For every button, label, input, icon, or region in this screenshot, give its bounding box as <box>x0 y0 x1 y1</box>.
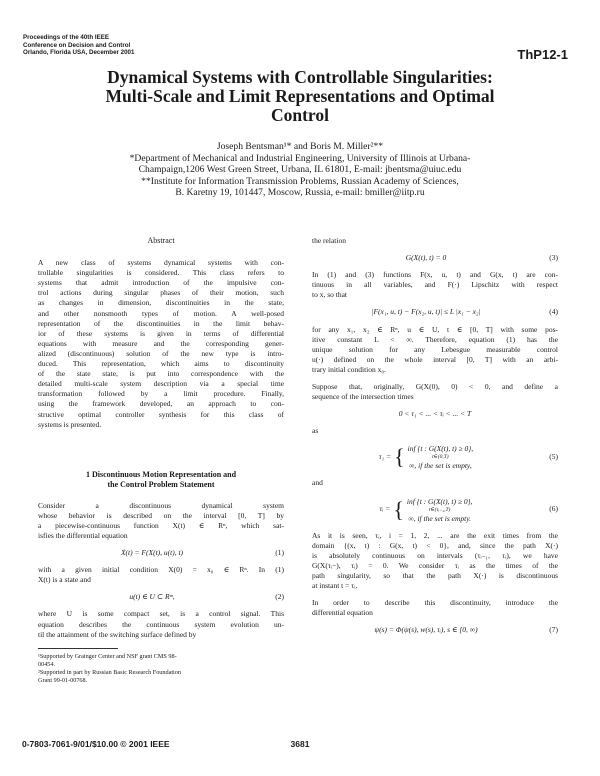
text-line: A new class of systems dynamical systems with con- <box>38 258 284 268</box>
affiliation-line: B. Karetny 19, 101447, Moscow, Russia, e-mail: bmiller@iitp.ru <box>175 187 425 198</box>
text-line: detailed multi-scale system description via a special time <box>38 379 284 389</box>
equation-1 <box>38 548 284 558</box>
proceedings-line: Proceedings of the 40th IEEE <box>23 34 109 41</box>
text-line: In order to describe this discontinuity, introduce the <box>312 598 558 608</box>
text-line: representation of the discontinuities in the limit behav- <box>38 318 284 328</box>
equation-expr: G(X(t), t) = 0 <box>405 253 447 263</box>
text-line: structive optimal controller synthesis for this class of <box>38 409 284 419</box>
text-line: trary initial condition x₀. <box>312 364 386 374</box>
text-line: systems is presented. <box>38 419 102 429</box>
session-code: ThP12-1 <box>517 47 568 62</box>
equation-number: (2) <box>275 592 284 602</box>
equation-3 <box>312 253 558 263</box>
text-line: domain {(x, t) : G(x, t) < 0}, and, since the path X(·) <box>312 540 558 550</box>
text-line: u(·) defined on the whole interval [0, T] with an arbi- <box>312 354 558 364</box>
text-line: as <box>312 426 319 436</box>
left-column <box>38 236 284 685</box>
text-line: equation describes the continuous system evolution un- <box>38 619 284 629</box>
paper-title <box>40 68 560 125</box>
heading-line: 1 Discontinuous Motion Representation and <box>85 469 237 479</box>
author-names: Joseph Bentsman¹* and Boris M. Miller²** <box>216 141 384 152</box>
text-line: equations with measure and the corresponding gener- <box>38 338 284 348</box>
text-line: itive constant L < ∞. Therefore, equation (1) has the <box>312 334 558 344</box>
case-row: ∞, if the set is empty. <box>408 513 471 523</box>
text-line: X(t) is a state and <box>38 575 91 585</box>
text-line: As it is seen, τᵢ, i = 1, 2, ... are the exit times from the <box>312 530 558 540</box>
text-line: Consider a discontinuous dynamical system <box>38 500 284 510</box>
right-para-3 <box>312 325 558 375</box>
text-line: a piecewise-continuous function X(t) ∈ Rⁿ, which sat- <box>38 520 284 530</box>
text-line: using the framework developed, an approach to con- <box>38 399 284 409</box>
proceedings-header <box>23 34 283 57</box>
text-line: G(X(τᵢ−), τᵢ) = 0. We consider τᵢ as the times of the <box>312 560 558 570</box>
text-line: duced. This representation, which aims to discontinuity <box>38 359 284 369</box>
proceedings-line: Orlando, Florida USA, December 2001 <box>23 49 135 57</box>
equation-number: (3) <box>549 253 558 263</box>
footnotes <box>38 653 284 685</box>
text-line: as changes in dimension, discontinuities in the state, <box>38 298 284 308</box>
case-row: ∞, if the set is empty, <box>409 461 472 471</box>
abstract-heading: Abstract <box>147 236 175 245</box>
footnote-line: ¹Supported by Grainger Center and NSF grant CMS 98- <box>38 652 177 660</box>
text-line: is absolutely continuous on intervals (τᵢ₋₁, τᵢ), we have <box>312 550 558 560</box>
equation-number: (7) <box>549 625 558 635</box>
equation-number: (4) <box>549 307 558 317</box>
text-line: path singularity, so that the path X(·) is discontinuous <box>312 570 558 580</box>
footnote-rule <box>38 648 118 649</box>
isbn-footer: 0-7803-7061-9/01/$10.00 © 2001 IEEE <box>22 739 170 749</box>
text-line: Suppose that, originally, G(X(0), 0) < 0, and define a <box>312 382 558 392</box>
equation-number: (6) <box>549 504 558 514</box>
text-line: trollable singularities is considered. This class refers to <box>38 268 284 278</box>
abstract-text <box>38 258 284 430</box>
affiliation-line: Champaign,1206 West Green Street, Urbana, IL 61801, E-mail: jbentsma@uiuc.edu <box>138 164 462 175</box>
right-para-8 <box>312 598 558 618</box>
text-line: the relation <box>312 236 346 245</box>
equation-number: (1) <box>275 548 284 558</box>
text-line: til the attainment of the switching surface defined by <box>38 629 197 639</box>
equation-number: (5) <box>549 452 558 462</box>
author-block <box>20 141 580 199</box>
right-para-6 <box>312 478 558 488</box>
right-para-7 <box>312 531 558 592</box>
text-line: alized (discontinuous) solution of the new type is intro- <box>38 348 284 358</box>
equation-expr: u(t) ∈ U ⊂ Rᵐ, <box>129 592 175 602</box>
equation-6: τ₁ = { inf {t : G(X(t), t) ≥ 0}, t∈(0,T) ∞, if the set is empty, (5) <box>378 444 558 471</box>
equation-8 <box>312 625 558 635</box>
equation-4 <box>312 307 558 317</box>
text-line: sequence of the intersection times <box>312 392 414 402</box>
text-line: ior of these systems is given in terms of differential <box>38 328 284 338</box>
footnote-line: Grant 99-01-00768. <box>38 676 88 684</box>
text-line: and other nonsmooth types of motion. A well-posed <box>38 308 284 318</box>
text-line: of the state state, is put into correspondence with the <box>38 369 284 379</box>
proceedings-line: Conference on Decision and Control <box>23 41 131 49</box>
equation-lhs: τ₁ = <box>378 452 392 462</box>
right-para-1 <box>312 236 558 246</box>
text-line: trol actions during singular phases of their motion, such <box>38 288 284 298</box>
footnote-line: ²Supported in part by Russian Basic Research Foundation <box>38 668 181 676</box>
text-line: where U is some compact set, is a control signal. This <box>38 609 284 619</box>
equation-expr: ψ(s) = Φ(ψ(s), w(s), τᵢ), s ∈ [0, ∞) <box>374 625 478 635</box>
text-line: unique solution for any Lebesgue measurable control <box>312 344 558 354</box>
right-para-5 <box>312 426 558 436</box>
text-line: at instant t = τᵢ. <box>312 580 358 590</box>
equation-5 <box>312 409 558 419</box>
text-line: transformation followed by a limit procedure. Finally, <box>38 389 284 399</box>
section-1-para-3 <box>38 609 284 639</box>
right-para-2 <box>312 270 558 300</box>
section-1-heading <box>38 470 284 491</box>
text-line: and <box>312 478 323 488</box>
case-row: inf {t : G(X(t), t) ≥ 0}, <box>406 496 473 506</box>
text-line: In (1) and (3) functions F(x, u, t) and G(x, t) are con- <box>312 270 558 280</box>
text-line: whose behavior is described on the interval [0, T] by <box>38 510 284 520</box>
footnote-line: 00454. <box>38 660 56 668</box>
text-line: with a given initial condition X(0) = x₀ ∈ Rⁿ. In (1) <box>38 565 284 575</box>
text-line: to x, so that <box>312 290 347 300</box>
title-line: Dynamical Systems with Controllable Singularities: <box>107 67 493 87</box>
equation-lhs: τᵢ = <box>379 504 391 514</box>
equation-2 <box>38 592 284 602</box>
equation-7: τᵢ = { inf {t : G(X(t), t) ≥ 0}, t∈(τᵢ₋₁,T) ∞, if the set is empty. (6) <box>379 496 558 523</box>
case-subscript: t∈(τᵢ₋₁,T) <box>429 506 451 513</box>
title-line: Multi-Scale and Limit Representations and Optimal <box>105 86 495 106</box>
text-line: isfies the differential equation <box>38 530 128 540</box>
text-line: tinuous in all variables, and F(·) Lipschitz with respect <box>312 280 558 290</box>
title-line: Control <box>270 105 329 125</box>
case-row: inf {t : G(X(t), t) ≥ 0}, <box>407 444 474 454</box>
section-1-para-1 <box>38 501 284 541</box>
case-subscript: t∈(0,T) <box>432 454 449 461</box>
equation-expr: |F(x₁, u, t) − F(x₂, u, t)| ≤ L |x₁ − x₂| <box>371 307 481 317</box>
text-line: for any x₁, x₂ ∈ Rⁿ, u ∈ U, t ∈ [0, T] with some pos- <box>312 324 558 334</box>
affiliation-line: *Department of Mechanical and Industrial Engineering, University of Illinois at Urbana- <box>129 152 471 164</box>
right-column <box>312 236 558 642</box>
heading-line: the Control Problem Statement <box>107 480 215 490</box>
affiliation-line: **Institute for Information Transmission Problems, Russian Academy of Sciences, <box>141 175 459 187</box>
equation-expr: Ẋ(t) = F(X(t), u(t), t) <box>120 548 184 558</box>
text-line: systems that admit introduction of the impulsive con- <box>38 278 284 288</box>
page-number: 3681 <box>290 739 310 749</box>
right-para-4 <box>312 382 558 402</box>
equation-expr: 0 < τ₁ < ... < τᵢ < ... < T <box>398 409 472 419</box>
section-1-para-2 <box>38 565 284 585</box>
text-line: differential equation <box>312 608 373 618</box>
